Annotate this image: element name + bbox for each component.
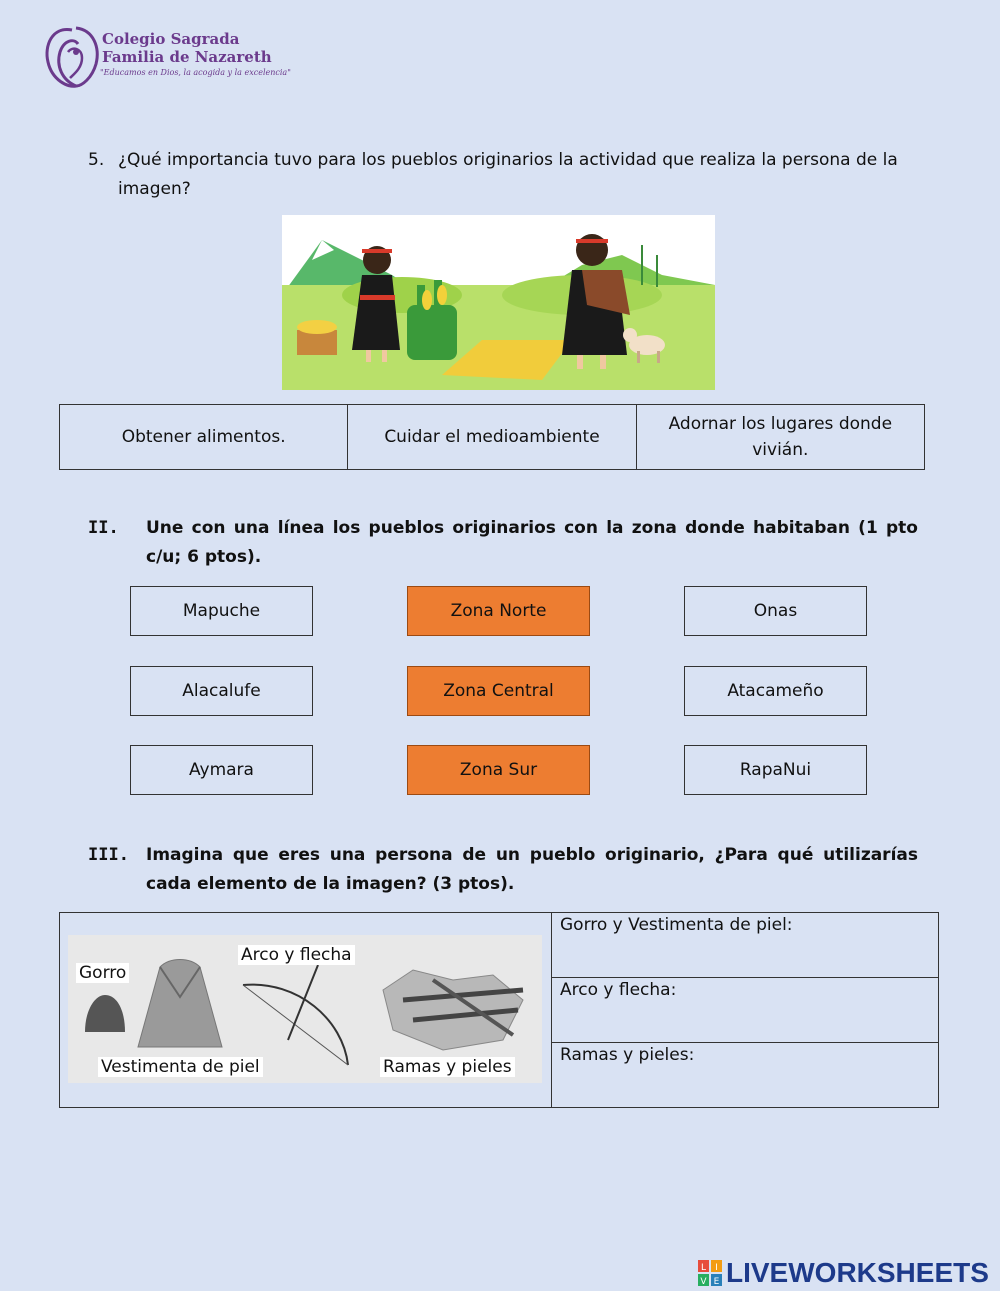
row-label: Ramas y pieles:: [560, 1045, 695, 1065]
people-box-alacalufe[interactable]: Alacalufe: [130, 666, 313, 716]
section-instructions: Une con una línea los pueblos originarios con la zona donde habitaban (1 pto c/u; 6 ptos).: [146, 518, 918, 567]
badge-letter: E: [713, 1277, 720, 1286]
school-name: [102, 30, 272, 66]
section-number: II.: [88, 518, 119, 538]
badge-letter: I: [715, 1263, 718, 1273]
badge-letter: L: [700, 1263, 707, 1273]
elements-image-cell: [60, 913, 552, 1108]
row-label: Gorro y Vestimenta de piel:: [560, 915, 793, 935]
answer-options-table: [59, 404, 925, 470]
answer-row-arco[interactable]: [552, 978, 939, 1043]
elements-image: [68, 935, 542, 1083]
option-1[interactable]: Obtener alimentos.: [60, 405, 348, 470]
farming-illustration: [282, 215, 715, 390]
fur-garment-icon: [130, 957, 230, 1057]
school-logo-icon: [42, 22, 104, 92]
liveworksheets-brand: [698, 1257, 989, 1289]
label-ramas: Ramas y pieles: [380, 1057, 515, 1077]
people-box-mapuche[interactable]: Mapuche: [130, 586, 313, 636]
branches-pelts-icon: [373, 950, 533, 1060]
question-number: 5.: [88, 150, 105, 170]
people-box-rapanui[interactable]: RapaNui: [684, 745, 867, 795]
label-arco: Arco y flecha: [238, 945, 355, 965]
answer-row-ramas[interactable]: [552, 1043, 939, 1108]
school-name-line2: Familia de Nazareth: [102, 48, 272, 66]
school-motto: "Educamos en Dios, la acogida y la excelencia": [100, 68, 291, 77]
zone-box-sur[interactable]: Zona Sur: [407, 745, 590, 795]
liveworksheets-logo-icon: [698, 1260, 722, 1286]
zone-box-central[interactable]: Zona Central: [407, 666, 590, 716]
row-label: Arco y flecha:: [560, 980, 677, 1000]
bow-arrow-icon: [238, 960, 358, 1070]
section-instructions: Imagina que eres una persona de un pueblo originario, ¿Para qué utilizarías cada elemento de la imagen? (3 ptos).: [146, 845, 918, 894]
option-3[interactable]: Adornar los lugares donde vivián.: [636, 405, 924, 470]
answer-row-gorro[interactable]: [552, 913, 939, 978]
people-box-onas[interactable]: Onas: [684, 586, 867, 636]
people-box-aymara[interactable]: Aymara: [130, 745, 313, 795]
label-vestimenta: Vestimenta de piel: [98, 1057, 263, 1077]
badge-letter: V: [700, 1277, 707, 1286]
liveworksheets-wordmark: LIVEWORKSHEETS: [726, 1257, 989, 1288]
people-box-atacameno[interactable]: Atacameño: [684, 666, 867, 716]
section-number: III.: [88, 845, 129, 865]
question-text: ¿Qué importancia tuvo para los pueblos originarios la actividad que realiza la persona de la imagen?: [118, 150, 898, 199]
school-name-line1: Colegio Sagrada: [102, 30, 240, 48]
elements-table: [59, 912, 939, 1108]
label-gorro: Gorro: [76, 963, 129, 983]
option-2[interactable]: Cuidar el medioambiente: [348, 405, 636, 470]
hat-icon: [80, 990, 130, 1035]
zone-box-norte[interactable]: Zona Norte: [407, 586, 590, 636]
